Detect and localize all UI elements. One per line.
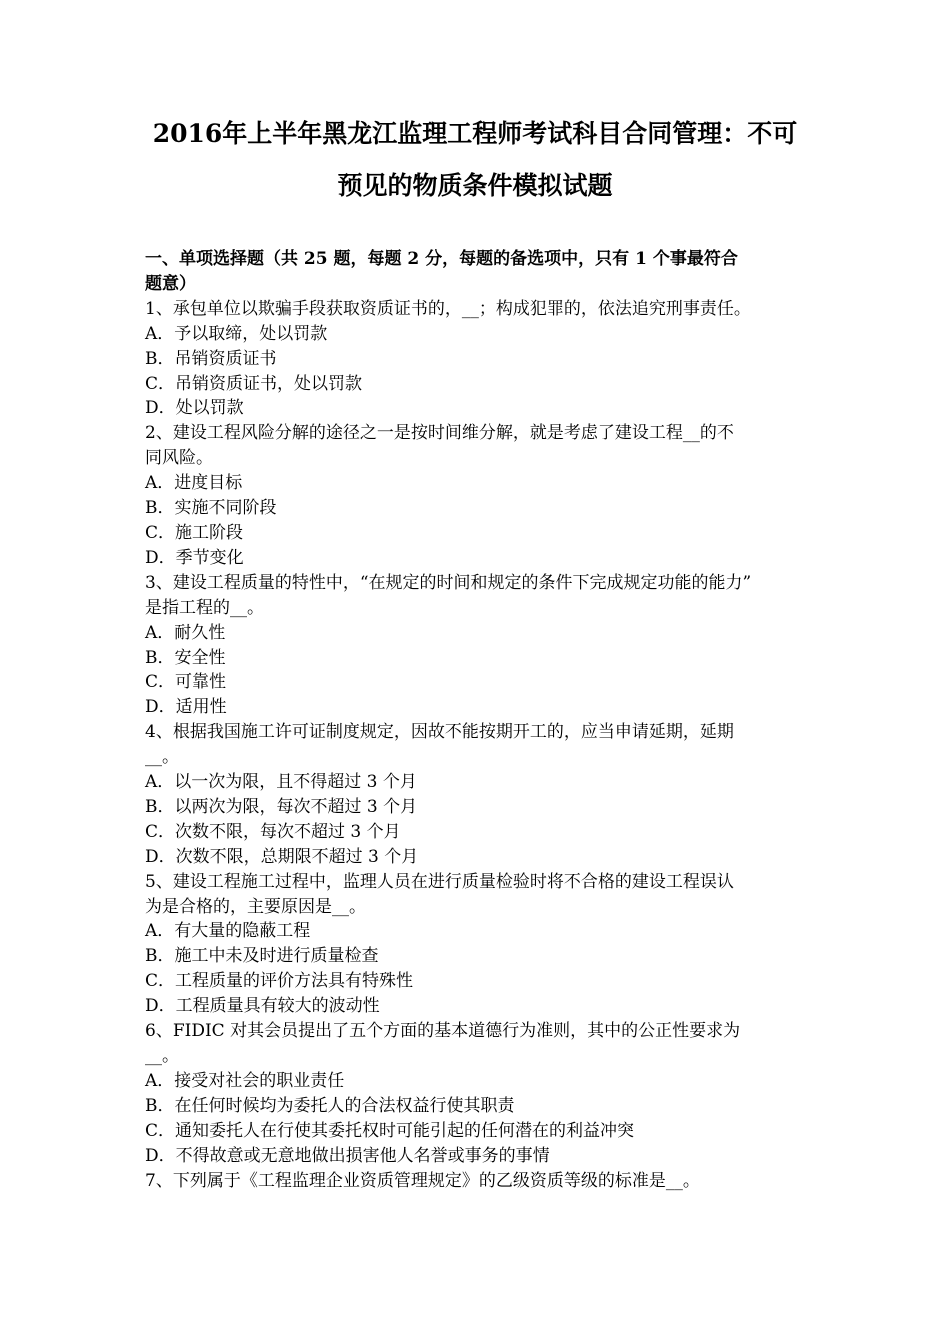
title-line-1: 2016年上半年黑龙江监理工程师考试科目合同管理：不可: [152, 119, 798, 148]
answer-option: D．次数不限，总期限不超过 3 个月: [145, 846, 419, 867]
question-stem-line: __。: [145, 1046, 179, 1066]
answer-option: C．可靠性: [145, 672, 227, 693]
answer-option: D．工程质量具有较大的波动性: [145, 996, 380, 1017]
question-stem-line: 1、承包单位以欺骗手段获取资质证书的，__；构成犯罪的，依法追究刑事责任。: [145, 298, 751, 319]
question-list: [145, 297, 807, 1194]
question-stem-line: 3、建设工程质量的特性中，“在规定的时间和规定的条件下完成规定功能的能力”: [145, 572, 752, 593]
question-stem-line: 同风险。: [145, 448, 213, 469]
answer-option: A．予以取缔，处以罚款: [145, 323, 328, 344]
answer-option: A．以一次为限，且不得超过 3 个月: [145, 772, 417, 793]
question-5: [145, 870, 807, 1019]
question-stem-line: 是指工程的__。: [145, 597, 264, 618]
question-stem-line: 6、FIDIC 对其会员提出了五个方面的基本道德行为准则，其中的公正性要求为: [145, 1021, 741, 1042]
answer-option: A．有大量的隐蔽工程: [145, 921, 311, 942]
question-6: [145, 1019, 807, 1168]
answer-option: D．不得故意或无意地做出损害他人名誉或事务的事情: [145, 1145, 550, 1166]
question-stem-line: 2、建设工程风险分解的途径之一是按时间维分解，就是考虑了建设工程__的不: [145, 423, 734, 444]
question-stem-line: 为是合格的，主要原因是__。: [145, 896, 366, 917]
title-line-2: 预见的物质条件模拟试题: [337, 171, 613, 200]
question-1: [145, 297, 807, 422]
answer-option: B．施工中未及时进行质量检查: [145, 946, 379, 967]
answer-option: D．适用性: [145, 697, 227, 718]
question-2: [145, 421, 807, 570]
question-stem-line: 4、根据我国施工许可证制度规定，因故不能按期开工的，应当申请延期，延期: [145, 722, 734, 743]
answer-option: A．接受对社会的职业责任: [145, 1070, 345, 1091]
answer-option: C．施工阶段: [145, 522, 244, 543]
section-heading-line-2: 题意）: [145, 273, 196, 294]
question-4: [145, 720, 807, 869]
answer-option: C．工程质量的评价方法具有特殊性: [145, 971, 414, 992]
answer-option: C．次数不限，每次不超过 3 个月: [145, 821, 401, 842]
section-heading: [145, 247, 807, 297]
question-stem-line: 5、建设工程施工过程中，监理人员在进行质量检验时将不合格的建设工程误认: [145, 871, 734, 892]
question-stem-line: __。: [145, 747, 179, 768]
answer-option: A．进度目标: [145, 473, 243, 494]
answer-option: D．季节变化: [145, 547, 244, 568]
section-heading-line-1: 一、单项选择题（共 25 题，每题 2 分，每题的备选项中，只有 1 个事最符合: [145, 249, 738, 269]
document-body: [145, 247, 807, 1193]
answer-option: D．处以罚款: [145, 398, 244, 419]
answer-option: C．通知委托人在行使其委托权时可能引起的任何潜在的利益冲突: [145, 1120, 635, 1141]
question-stem-line: 7、下列属于《工程监理企业资质管理规定》的乙级资质等级的标准是__。: [145, 1170, 700, 1191]
answer-option: B．实施不同阶段: [145, 498, 277, 519]
question-7: [145, 1169, 807, 1194]
document-title: [100, 108, 850, 212]
answer-option: B．吊销资质证书: [145, 348, 277, 369]
answer-option: A．耐久性: [145, 622, 226, 643]
answer-option: C．吊销资质证书，处以罚款: [145, 373, 363, 394]
answer-option: B．以两次为限，每次不超过 3 个月: [145, 796, 418, 817]
question-3: [145, 571, 807, 720]
answer-option: B．安全性: [145, 647, 226, 668]
answer-option: B．在任何时候均为委托人的合法权益行使其职责: [145, 1095, 515, 1116]
